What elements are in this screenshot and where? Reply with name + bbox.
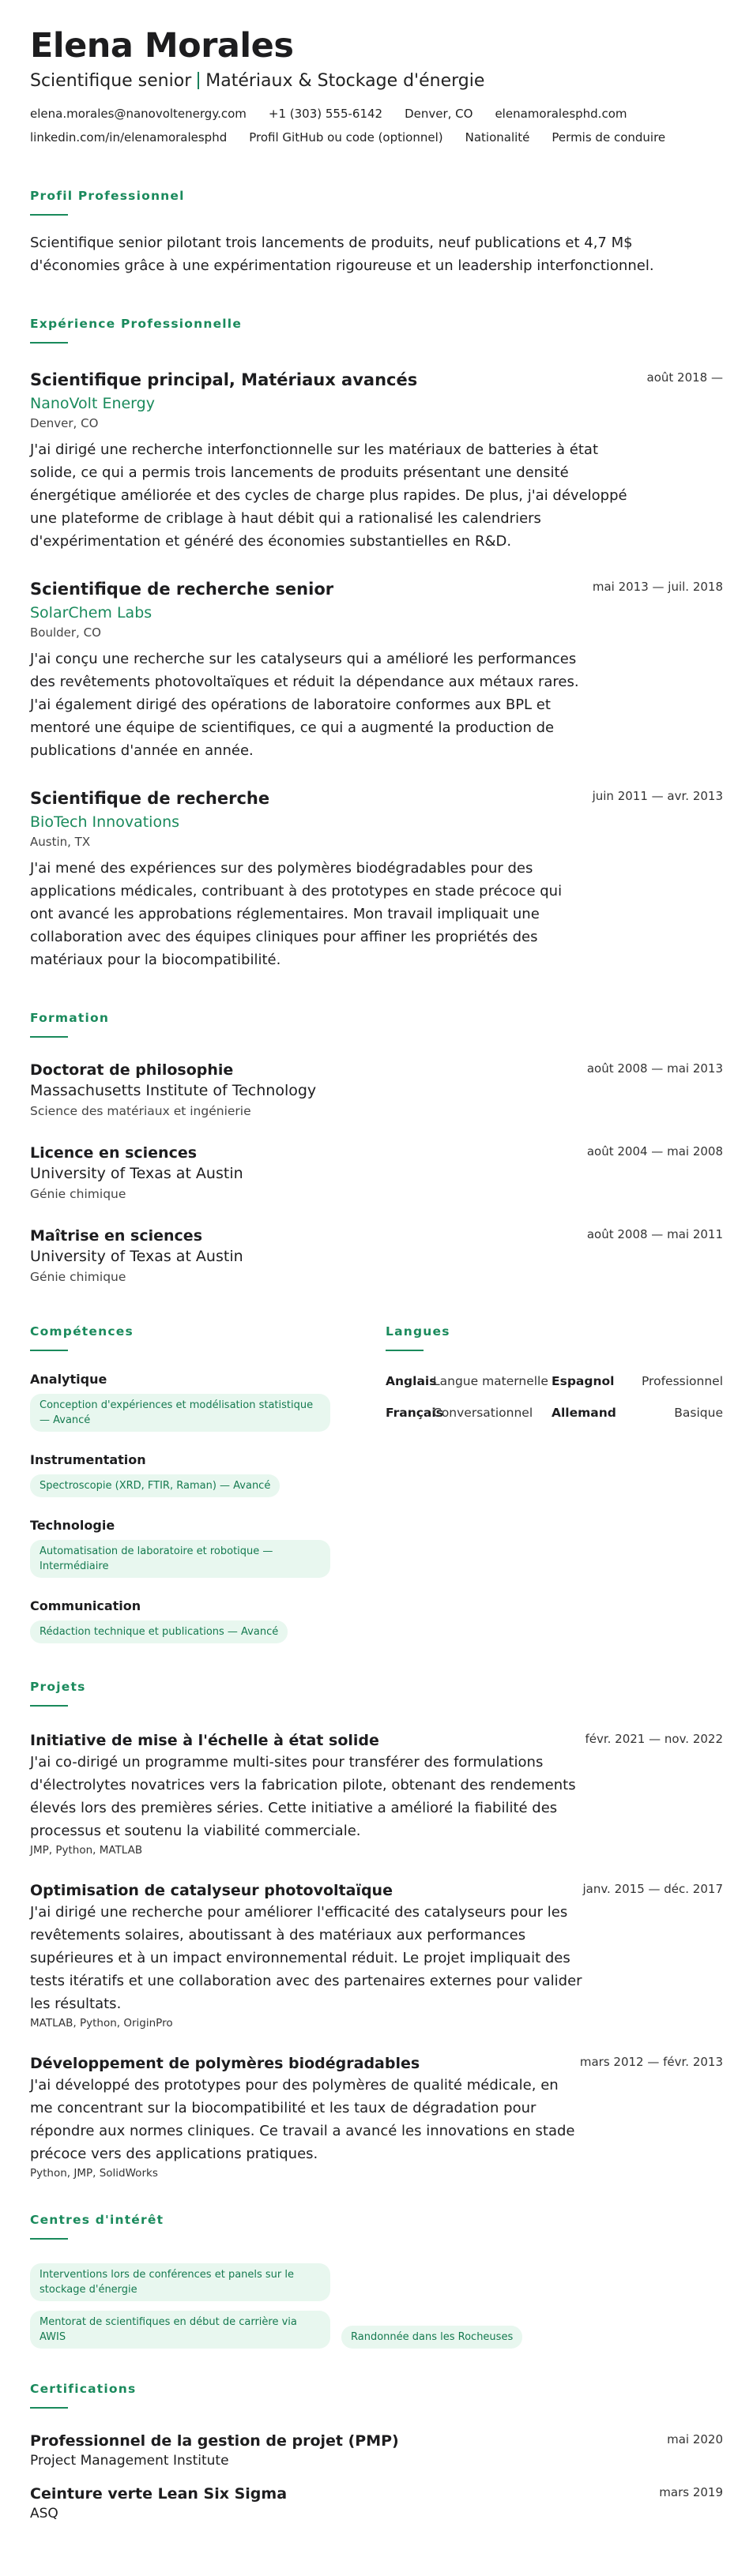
headline-specialty: Matériaux & Stockage d'énergie	[205, 71, 485, 91]
language-level: Professionnel	[641, 1374, 723, 1388]
section-title: Langues	[386, 1324, 450, 1339]
section-title: Compétences	[30, 1324, 134, 1339]
project-tools: Python, JMP, SolidWorks	[30, 2167, 158, 2180]
experience-section	[30, 315, 723, 971]
job-entry	[30, 369, 723, 553]
job-description: J'ai mené des expériences sur des polymères biodégradables pour des applications médicales, contribuant à des prototypes en stade précoce qui ont avancé les approbations réglementaires. Mon travail impliquait une collaboration avec des équipes cliniques pour affiner les propriétés des matériaux pour la biocompatibilité.	[30, 860, 563, 968]
project-entry	[30, 2053, 723, 2180]
education-school: University of Texas at Austin	[30, 1165, 243, 1182]
skill-category	[30, 1516, 354, 1578]
section-title: Centres d'intérêt	[30, 2213, 164, 2227]
education-date: août 2004 — mai 2008	[586, 1144, 723, 1158]
project-date: mars 2012 — févr. 2013	[579, 2055, 723, 2069]
project-description: J'ai dirigé une recherche pour améliorer l'efficacité des catalyseurs pour les revêtements solaires, aboutissant à des matériaux aux performances supérieures et à un impact environnemental réduit. Le projet impliquait des tests itératifs et une collaboration avec des partenaires externes pour valider les résultats.	[30, 1904, 582, 2012]
language-name: Anglais	[386, 1374, 437, 1388]
section-divider	[30, 342, 68, 344]
project-date: janv. 2015 — déc. 2017	[582, 1882, 723, 1896]
section-divider	[30, 1036, 68, 1038]
education-entry	[30, 1143, 723, 1204]
skill-pill: Automatisation de laboratoire et robotique — Intermédiaire	[30, 1540, 330, 1578]
job-company: SolarChem Labs	[30, 604, 152, 621]
language-level: Basique	[674, 1406, 723, 1420]
project-description: J'ai développé des prototypes pour des polymères de qualité médicale, en me concentrant sur la biocompatibilité et les taux de dégradation pour répondre aux normes cliniques. Ce travail a avancé les innovations en stade précoce vers des applications pratiques.	[30, 2077, 575, 2162]
projects-section	[30, 1678, 723, 2180]
section-divider	[30, 1705, 68, 1707]
contact-phone[interactable]: +1 (303) 555-6142	[268, 107, 383, 121]
candidate-name: Elena Morales	[30, 26, 294, 66]
contact-location: Denver, CO	[405, 107, 473, 121]
job-company: NanoVolt Energy	[30, 395, 155, 412]
job-location: Boulder, CO	[30, 625, 101, 640]
headline-role: Scientifique senior	[30, 71, 192, 91]
job-company: BioTech Innovations	[30, 813, 180, 831]
certification-entry	[30, 2431, 723, 2471]
section-divider	[386, 1350, 424, 1351]
education-field: Génie chimique	[30, 1270, 126, 1284]
section-divider	[30, 1350, 68, 1351]
certification-title: Professionnel de la gestion de projet (PMP)	[30, 2432, 399, 2450]
section-title: Expérience Professionnelle	[30, 317, 243, 331]
skill-category-name: Analytique	[30, 1372, 107, 1387]
skill-pill: Conception d'expériences et modélisation statistique — Avancé	[30, 1394, 330, 1432]
job-description: J'ai dirigé une recherche interfonctionnelle sur les matériaux de batteries à état solide, ce qui a permis trois lancements de produits présentant une densité énergétique améliorée et des cycles de charge plus rapides. De plus, j'ai développé une plateforme de criblage à haut débit qui a rationalisé les calendriers d'expérimentation et généré des économies substantielles en R&D.	[30, 441, 627, 550]
languages-section	[386, 1323, 723, 1643]
contact-nationality: Nationalité	[465, 130, 530, 145]
education-school: University of Texas at Austin	[30, 1248, 243, 1265]
job-title: Scientifique de recherche	[30, 789, 270, 808]
summary-text: Scientifique senior pilotant trois lancements de produits, neuf publications et 4,7 M$ d'économies grâce à une expérimentation rigoureuse et un leadership interfonctionnel.	[30, 235, 654, 274]
certification-date: mars 2019	[659, 2485, 723, 2499]
skill-category	[30, 1451, 354, 1497]
contact-github[interactable]: Profil GitHub ou code (optionnel)	[249, 130, 443, 145]
education-field: Science des matériaux et ingénierie	[30, 1104, 251, 1118]
project-tools: MATLAB, Python, OriginPro	[30, 2017, 173, 2030]
education-date: août 2008 — mai 2013	[586, 1061, 723, 1076]
education-entry	[30, 1060, 723, 1121]
skill-category-name: Technologie	[30, 1518, 115, 1533]
project-tools: JMP, Python, MATLAB	[30, 1844, 143, 1857]
project-description: J'ai co-dirigé un programme multi-sites pour transférer des formulations d'électrolytes novatrices vers la fabrication pilote, obtenant des rendements élevés lors des premières séries. Cette initiative a amélioré la fiabilité des processus et soutenu la viabilité commerciale.	[30, 1754, 576, 1839]
skill-category	[30, 1370, 354, 1432]
job-description: J'ai conçu une recherche sur les catalyseurs qui a amélioré les performances des revêtements photovoltaïques et réduit la dépendance aux métaux rares. J'ai également dirigé des opérations de laboratoire conformes aux BPL et mentoré une équipe de scientifiques, ce qui a augmenté la production de publications d'année en année.	[30, 651, 579, 759]
language-name: Allemand	[552, 1406, 616, 1420]
interests-section	[30, 2211, 723, 2349]
language-level: Conversationnel	[433, 1406, 533, 1420]
interest-pill: Randonnée dans les Rocheuses	[341, 2326, 522, 2349]
language-name: Français	[386, 1406, 443, 1420]
job-entry	[30, 787, 723, 971]
project-title: Développement de polymères biodégradables	[30, 2055, 420, 2072]
job-date: mai 2013 — juil. 2018	[592, 580, 723, 594]
certification-entry	[30, 2484, 723, 2524]
section-title: Profil Professionnel	[30, 189, 185, 203]
interest-pill: Mentorat de scientifiques en début de carrière via AWIS	[30, 2311, 330, 2349]
skill-category	[30, 1597, 354, 1643]
certification-title: Ceinture verte Lean Six Sigma	[30, 2485, 288, 2503]
project-title: Initiative de mise à l'échelle à état solide	[30, 1732, 379, 1749]
project-entry	[30, 1730, 723, 1857]
certification-date: mai 2020	[667, 2432, 723, 2446]
certification-issuer: ASQ	[30, 2506, 58, 2522]
section-divider	[30, 2238, 68, 2240]
project-entry	[30, 1880, 723, 2030]
interests-list	[30, 2254, 583, 2349]
section-title: Formation	[30, 1011, 110, 1025]
job-date: août 2018 —	[646, 370, 723, 385]
section-title: Projets	[30, 1680, 86, 1694]
section-title: Certifications	[30, 2382, 137, 2396]
certification-issuer: Project Management Institute	[30, 2453, 229, 2469]
skill-category-name: Communication	[30, 1598, 141, 1613]
skill-pill: Spectroscopie (XRD, FTIR, Raman) — Avancé	[30, 1474, 280, 1497]
section-divider	[30, 2407, 68, 2409]
education-degree: Maîtrise en sciences	[30, 1227, 202, 1245]
summary-section	[30, 187, 723, 277]
contact-list	[30, 105, 710, 146]
contact-email[interactable]: elena.morales@nanovoltenergy.com	[30, 107, 247, 121]
job-title: Scientifique principal, Matériaux avancés	[30, 370, 418, 389]
skill-pill: Rédaction technique et publications — Avancé	[30, 1620, 288, 1643]
project-title: Optimisation de catalyseur photovoltaïque	[30, 1882, 393, 1899]
skills-section	[30, 1323, 354, 1643]
job-entry	[30, 578, 723, 762]
job-date: juin 2011 — avr. 2013	[592, 789, 723, 803]
certifications-section	[30, 2380, 723, 2524]
education-school: Massachusetts Institute of Technology	[30, 1082, 317, 1099]
section-divider	[30, 214, 68, 216]
skill-category-name: Instrumentation	[30, 1452, 146, 1467]
languages-grid	[386, 1373, 723, 1421]
headline-separator	[198, 72, 199, 89]
job-title: Scientifique de recherche senior	[30, 580, 334, 599]
contact-linkedin[interactable]: linkedin.com/in/elenamoralesphd	[30, 130, 228, 145]
education-date: août 2008 — mai 2011	[586, 1227, 723, 1241]
language-level: Langue maternelle	[433, 1374, 548, 1388]
education-entry	[30, 1226, 723, 1286]
project-date: févr. 2021 — nov. 2022	[585, 1732, 723, 1746]
job-location: Denver, CO	[30, 416, 99, 430]
education-degree: Licence en sciences	[30, 1144, 198, 1162]
education-degree: Doctorat de philosophie	[30, 1061, 234, 1079]
headline	[30, 71, 723, 91]
interest-pill: Interventions lors de conférences et panels sur le stockage d'énergie	[30, 2263, 330, 2301]
contact-license: Permis de conduire	[552, 130, 666, 145]
skills-languages-row	[30, 1323, 723, 1643]
education-field: Génie chimique	[30, 1187, 126, 1201]
education-section	[30, 1009, 723, 1286]
job-location: Austin, TX	[30, 835, 91, 849]
language-name: Espagnol	[552, 1374, 615, 1388]
contact-website[interactable]: elenamoralesphd.com	[495, 107, 627, 121]
